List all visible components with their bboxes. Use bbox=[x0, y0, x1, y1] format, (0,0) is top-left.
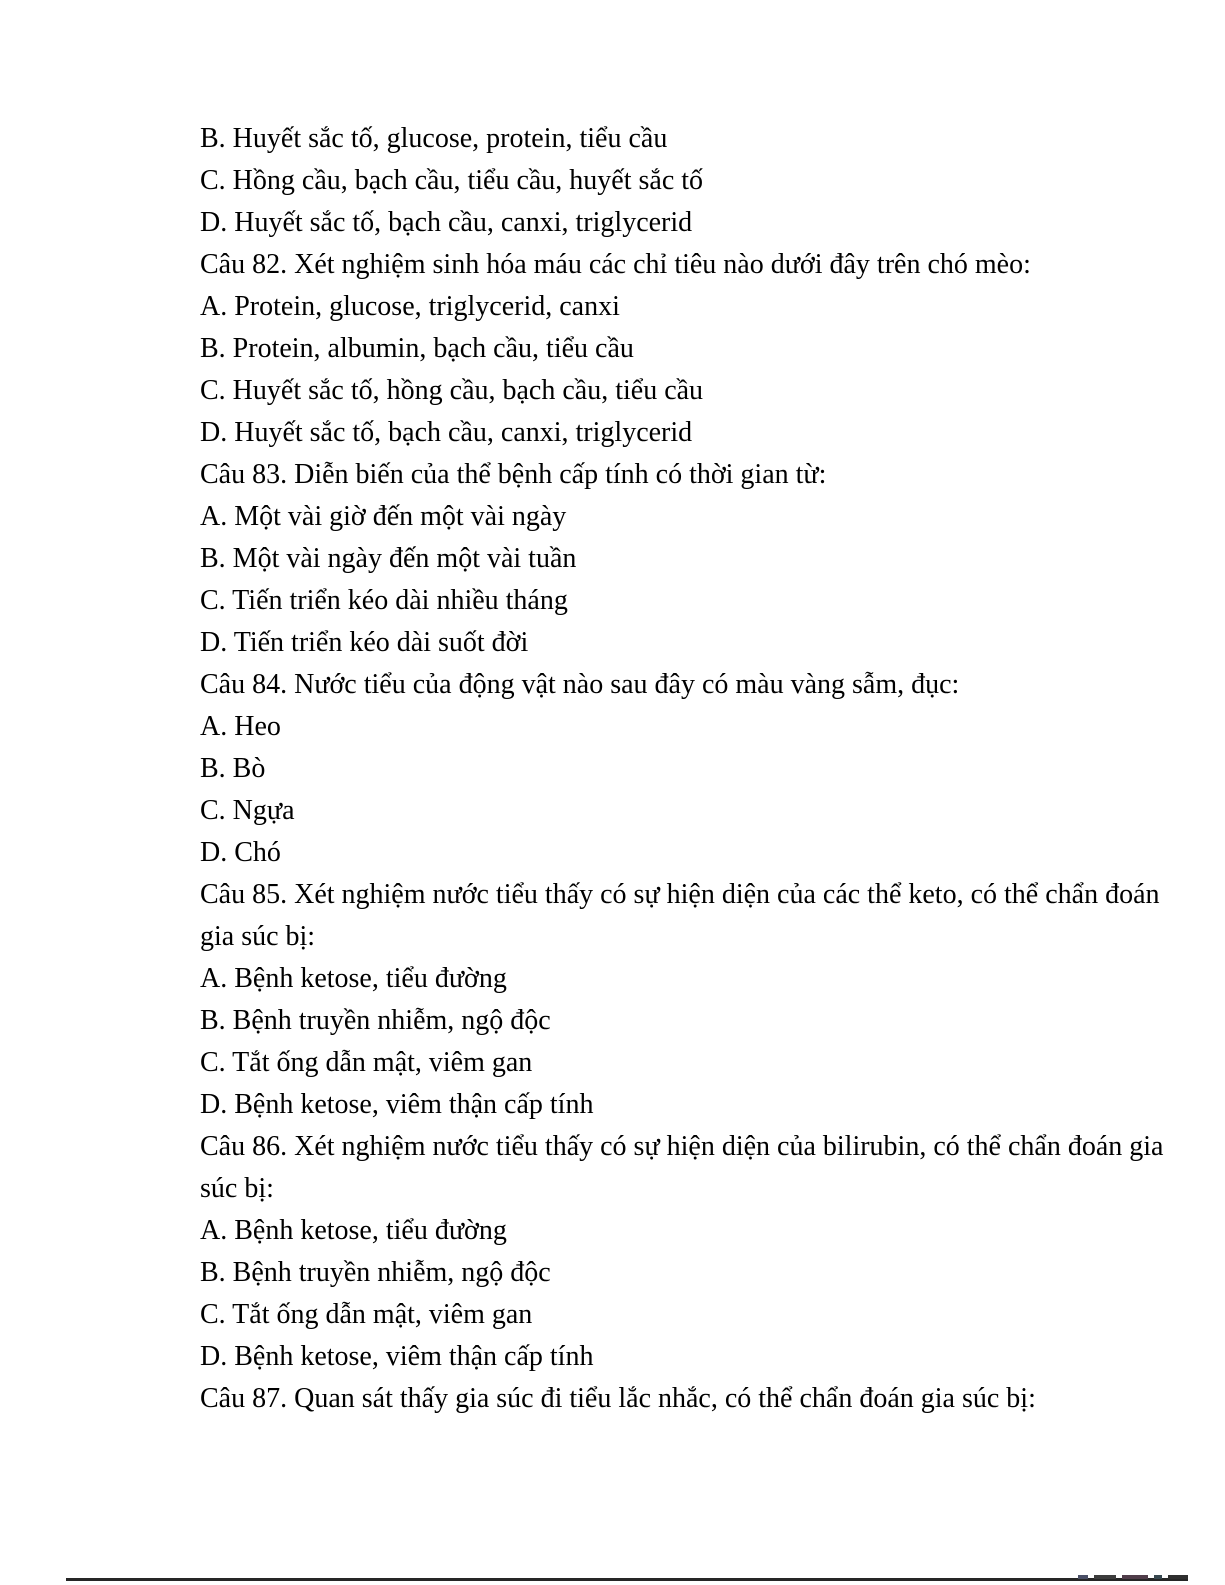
option-line-84c: C. Ngựa bbox=[200, 795, 295, 826]
question-85-text-line2: gia súc bị: bbox=[200, 921, 316, 952]
option-line-83a: A. Một vài giờ đến một vài ngày bbox=[200, 501, 567, 532]
question-85-text-line1: Câu 85. Xét nghiệm nước tiểu thấy có sự hiện diện của các thể keto, có thể chẩn đoán bbox=[200, 879, 1160, 910]
option-line-81d: D. Huyết sắc tố, bạch cầu, canxi, triglycerid bbox=[200, 207, 693, 238]
option-line-85d: D. Bệnh ketose, viêm thận cấp tính bbox=[200, 1089, 594, 1120]
question-82-text: Câu 82. Xét nghiệm sinh hóa máu các chỉ tiêu nào dưới đây trên chó mèo: bbox=[200, 249, 1031, 280]
option-line-84b: B. Bò bbox=[200, 753, 266, 784]
option-line-86a: A. Bệnh ketose, tiểu đường bbox=[200, 1215, 507, 1246]
option-line-81c: C. Hồng cầu, bạch cầu, tiểu cầu, huyết sắc tố bbox=[200, 165, 704, 196]
footer-artifact-mark bbox=[1078, 1575, 1088, 1579]
option-line-85c: C. Tắt ống dẫn mật, viêm gan bbox=[200, 1047, 533, 1078]
option-line-86c: C. Tắt ống dẫn mật, viêm gan bbox=[200, 1299, 533, 1330]
option-line-85a: A. Bệnh ketose, tiểu đường bbox=[200, 963, 507, 994]
option-line-81b: B. Huyết sắc tố, glucose, protein, tiểu cầu bbox=[200, 123, 668, 154]
footer-artifact-mark bbox=[1168, 1575, 1188, 1579]
footer-artifact-mark bbox=[1122, 1575, 1148, 1579]
option-line-84a: A. Heo bbox=[200, 711, 281, 742]
option-line-82c: C. Huyết sắc tố, hồng cầu, bạch cầu, tiểu cầu bbox=[200, 375, 704, 406]
footer-artifact-mark bbox=[1154, 1575, 1162, 1579]
quiz-text-block bbox=[200, 118, 1164, 1420]
footer-artifact-marks bbox=[1078, 1575, 1190, 1581]
option-line-83b: B. Một vài ngày đến một vài tuần bbox=[200, 543, 577, 574]
option-line-85b: B. Bệnh truyền nhiễm, ngộ độc bbox=[200, 1005, 551, 1036]
question-84-text: Câu 84. Nước tiểu của động vật nào sau đây có màu vàng sẫm, đục: bbox=[200, 669, 960, 700]
option-line-82b: B. Protein, albumin, bạch cầu, tiểu cầu bbox=[200, 333, 634, 364]
option-line-83c: C. Tiến triển kéo dài nhiều tháng bbox=[200, 585, 568, 616]
footer-artifact-mark bbox=[1094, 1575, 1116, 1579]
question-83-text: Câu 83. Diễn biến của thể bệnh cấp tính có thời gian từ: bbox=[200, 459, 827, 490]
question-87-text: Câu 87. Quan sát thấy gia súc đi tiểu lắc nhắc, có thể chẩn đoán gia súc bị: bbox=[200, 1383, 1036, 1414]
option-line-86d: D. Bệnh ketose, viêm thận cấp tính bbox=[200, 1341, 594, 1372]
option-line-86b: B. Bệnh truyền nhiễm, ngộ độc bbox=[200, 1257, 551, 1288]
question-86-text-line2: súc bị: bbox=[200, 1173, 274, 1204]
footer-rule bbox=[66, 1578, 1188, 1581]
option-line-83d: D. Tiến triển kéo dài suốt đời bbox=[200, 627, 529, 658]
option-line-82d: D. Huyết sắc tố, bạch cầu, canxi, triglycerid bbox=[200, 417, 693, 448]
option-line-82a: A. Protein, glucose, triglycerid, canxi bbox=[200, 291, 620, 322]
question-86-text-line1: Câu 86. Xét nghiệm nước tiểu thấy có sự hiện diện của bilirubin, có thể chẩn đoán gia bbox=[200, 1131, 1164, 1162]
option-line-84d: D. Chó bbox=[200, 837, 281, 868]
